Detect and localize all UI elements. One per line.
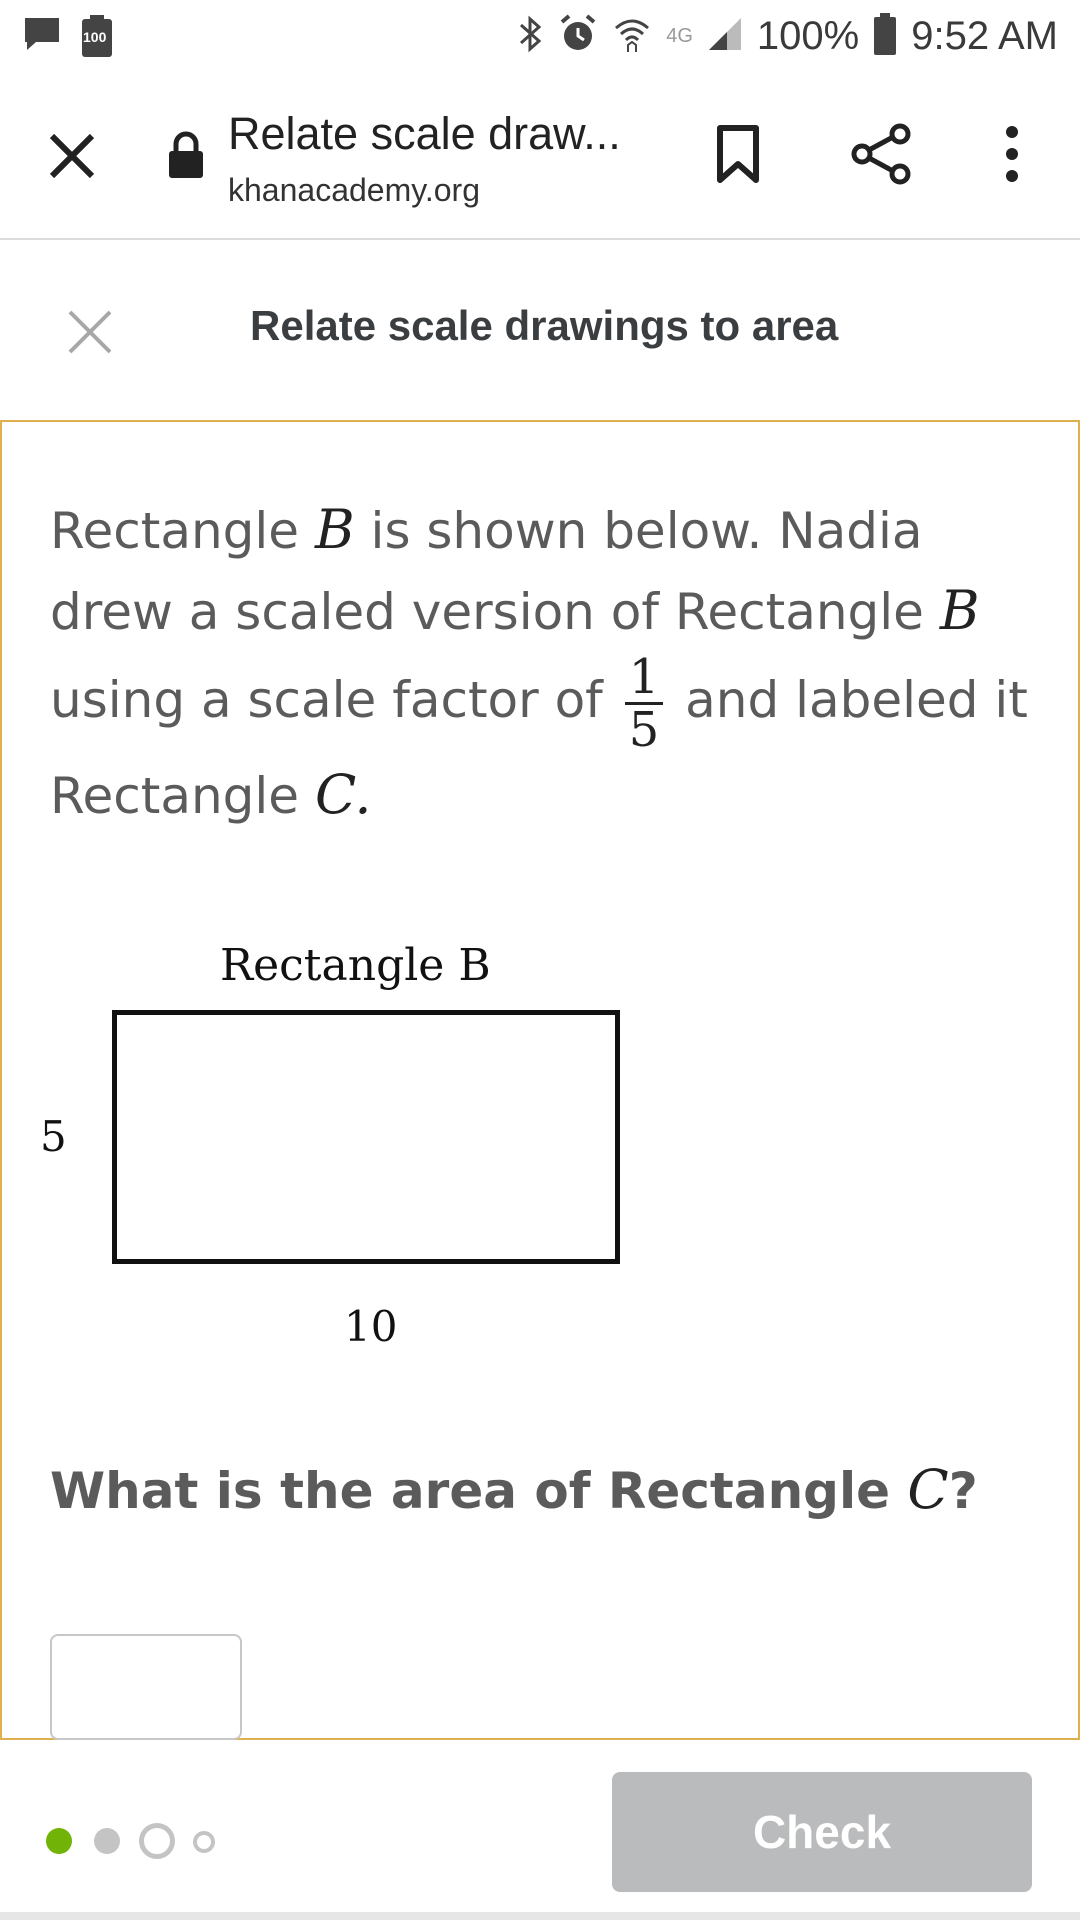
- progress-dot-done: [94, 1828, 120, 1854]
- bottom-divider: [0, 1912, 1080, 1920]
- question-text: [50, 490, 1040, 836]
- prompt-text: What is the area of Rectangle: [50, 1462, 908, 1520]
- rectangle-width-label: 10: [344, 1302, 398, 1351]
- question-prompt: [50, 1458, 978, 1521]
- progress-dot-upcoming: [193, 1831, 215, 1853]
- bookmark-icon[interactable]: [714, 124, 762, 184]
- figure-title: Rectangle B: [220, 940, 491, 991]
- clock: 9:52 AM: [911, 13, 1058, 58]
- alarm-icon: [558, 14, 598, 59]
- browser-page-title: Relate scale draw...: [228, 108, 621, 159]
- rectangle-b-figure: [112, 1010, 620, 1264]
- fraction-denominator: 5: [628, 702, 660, 758]
- question-text-part: and labeled it Rectangle: [50, 671, 1028, 825]
- scale-factor-fraction: [625, 649, 664, 758]
- prompt-end: ?: [948, 1462, 978, 1520]
- progress-dot-correct: [46, 1828, 72, 1854]
- lock-icon: [166, 130, 206, 180]
- variable-b: B: [939, 579, 980, 642]
- progress-dot-current: [139, 1823, 175, 1859]
- exercise-close-icon[interactable]: [64, 306, 116, 358]
- status-bar: [0, 0, 1080, 72]
- battery-percent: 100%: [756, 13, 860, 58]
- share-icon[interactable]: [850, 122, 914, 186]
- status-left: [22, 14, 114, 59]
- bluetooth-icon: [518, 14, 544, 59]
- variable-c: C: [907, 1458, 949, 1521]
- message-icon: [22, 14, 62, 59]
- wifi-icon: [612, 14, 652, 59]
- variable-c: C: [314, 763, 355, 826]
- battery-icon: [873, 13, 897, 60]
- browser-toolbar: [0, 72, 1080, 240]
- question-panel: [0, 420, 1080, 1740]
- browser-url[interactable]: khanacademy.org: [228, 172, 480, 208]
- question-text-part: is shown below. Nadia drew a scaled version of Rectangle: [50, 502, 940, 641]
- question-text-part: Rectangle: [50, 502, 315, 560]
- question-text-part: using a scale factor of: [50, 671, 619, 729]
- exercise-header: [0, 240, 1080, 420]
- variable-b: B: [314, 498, 355, 561]
- more-menu-icon[interactable]: [994, 122, 1030, 186]
- check-button[interactable]: Check: [612, 1772, 1032, 1892]
- network-type-label: 4G: [666, 24, 693, 47]
- battery-saver-label: 100: [83, 29, 107, 45]
- battery-saver-icon: [80, 15, 114, 57]
- signal-icon: [707, 16, 743, 57]
- status-right: [518, 13, 1058, 60]
- exercise-title: Relate scale drawings to area: [250, 302, 839, 349]
- question-period: .: [354, 763, 372, 826]
- rectangle-height-label: 5: [40, 1112, 67, 1161]
- exercise-footer: [0, 1740, 1080, 1920]
- close-icon[interactable]: [44, 128, 100, 184]
- answer-input[interactable]: [50, 1634, 242, 1740]
- fraction-numerator: 1: [625, 652, 664, 705]
